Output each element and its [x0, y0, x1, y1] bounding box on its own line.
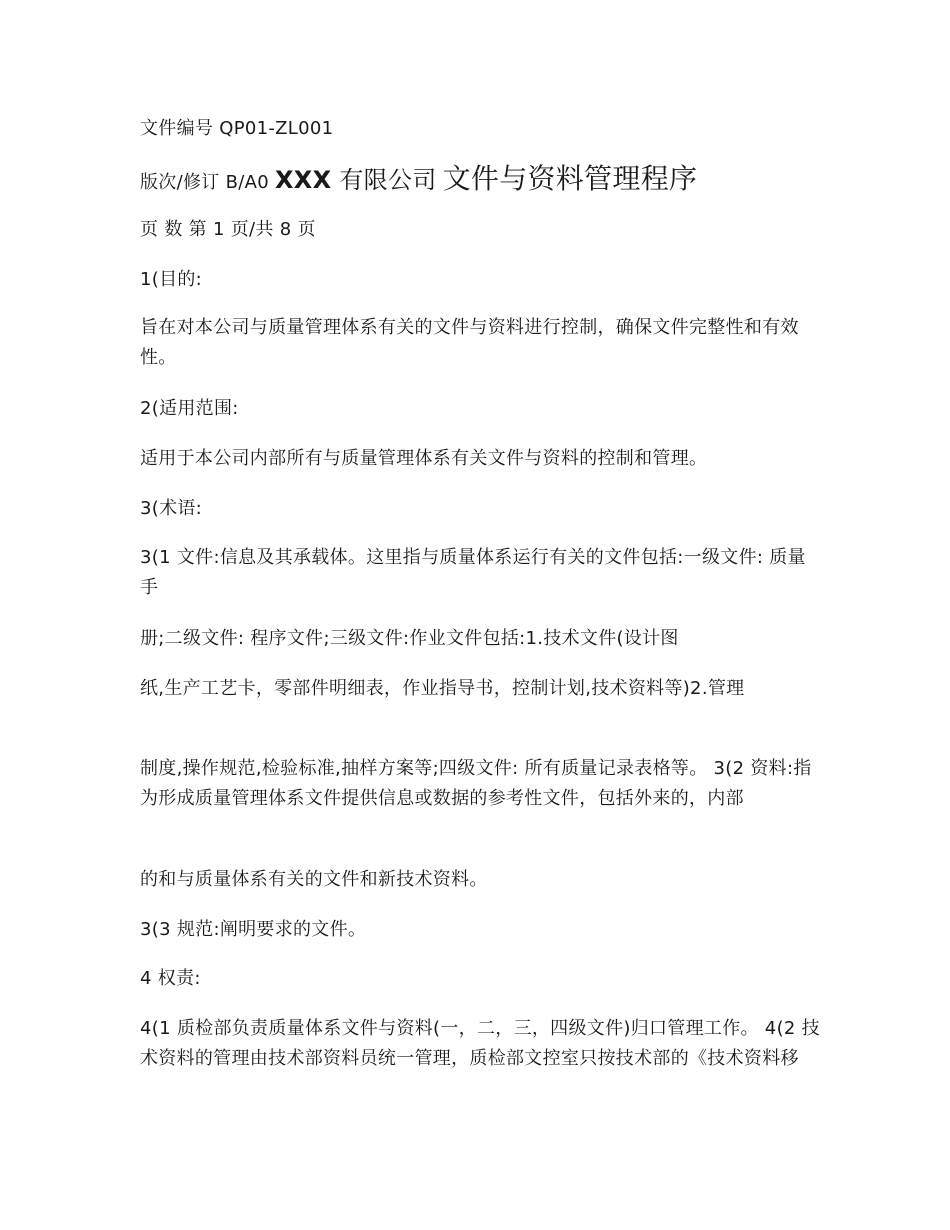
company-name-rest: 有限公司 — [331, 166, 437, 194]
paragraph-terms-1: 3(1 文件:信息及其承载体。这里指与质量体系运行有关的文件包括:一级文件: 质量手 — [140, 547, 806, 598]
paragraph-terms-1-cont-a: 册;二级文件: 程序文件;三级文件:作业文件包括:1.技术文件(设计图 — [140, 628, 679, 649]
company-name-bold: XXX — [275, 166, 332, 194]
company-name — [275, 166, 437, 194]
paragraph-terms-1-cont-b: 纸,生产工艺卡，零部件明细表，作业指导书，控制计划,技术资料等)2.管理 — [140, 678, 745, 699]
title-row — [140, 161, 697, 201]
document-number: 文件编号 QP01-ZL001 — [140, 118, 334, 139]
section-heading-purpose: 1(目的: — [140, 269, 203, 290]
paragraph-terms-2-cont: 的和与质量体系有关的文件和新技术资料。 — [140, 869, 488, 890]
section-heading-scope: 2(适用范围: — [140, 398, 239, 419]
paragraph-terms-2: 制度,操作规范,检验标准,抽样方案等;四级文件: 所有质量记录表格等。 3(2 资料:指为形成质量管理体系文件提供信息或数据的参考性文件，包括外来的，内部 — [140, 758, 812, 809]
section-heading-terms: 3(术语: — [140, 498, 203, 519]
paragraph-scope: 适用于本公司内部所有与质量管理体系有关文件与资料的控制和管理。 — [140, 448, 708, 469]
version-label: 版次/修订 B/A0 — [140, 172, 269, 193]
paragraph-purpose: 旨在对本公司与质量管理体系有关的文件与资料进行控制，确保文件完整性和有效性。 — [140, 317, 799, 368]
section-heading-responsibility: 4 权责: — [140, 968, 201, 989]
page-info: 页 数 第 1 页/共 8 页 — [140, 219, 316, 240]
document-title: 文件与资料管理程序 — [442, 162, 698, 195]
paragraph-terms-3: 3(3 规范:阐明要求的文件。 — [140, 919, 367, 940]
paragraph-responsibility: 4(1 质检部负责质量体系文件与资料(一，二，三，四级文件)归口管理工作。 4(2 技术资料的管理由技术部资料员统一管理，质检部文控室只按技术部的《技术资料移 — [140, 1018, 820, 1069]
